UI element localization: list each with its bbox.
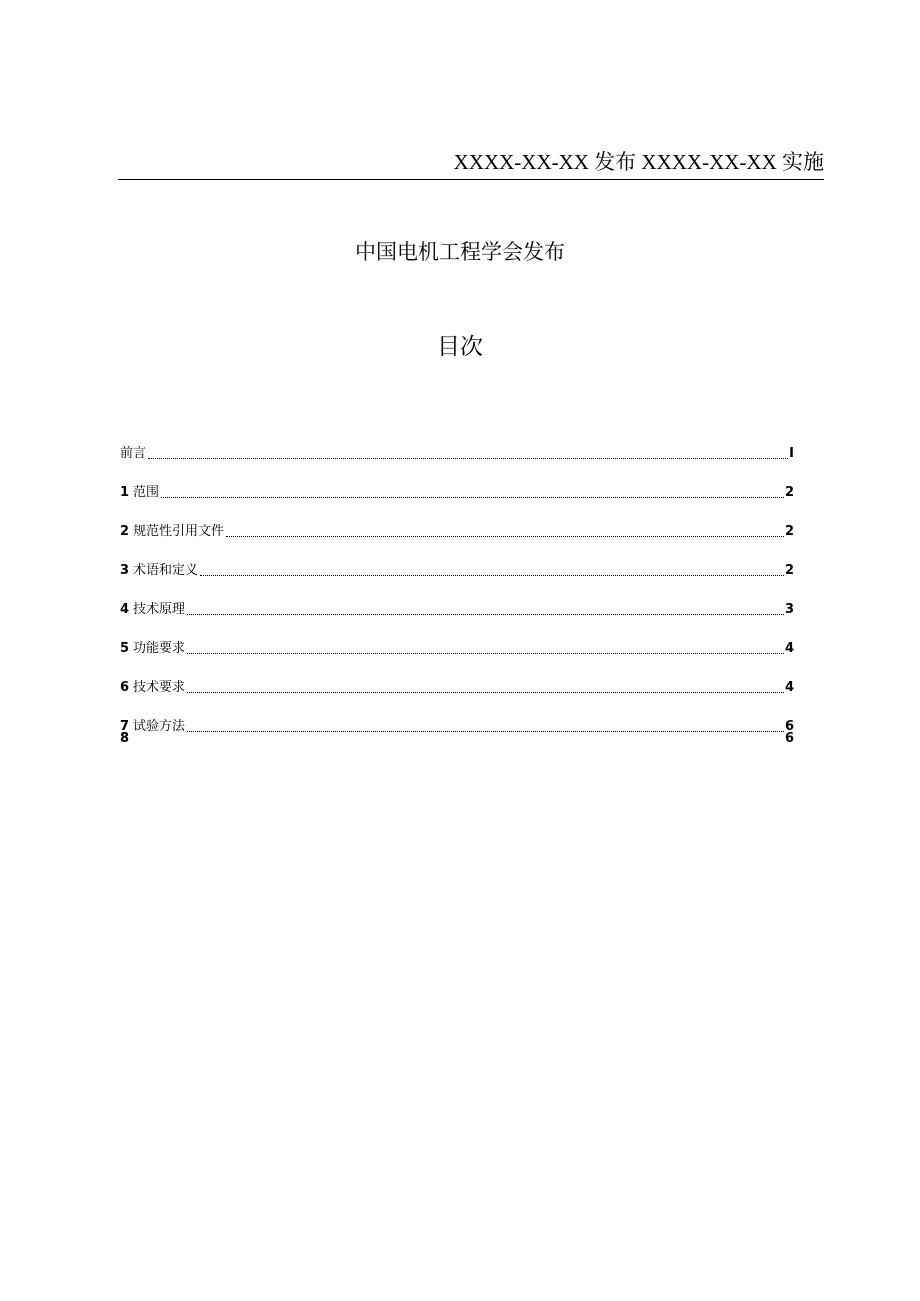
toc-dot-leader <box>148 458 788 459</box>
toc-entry-number: 8 <box>120 731 130 746</box>
toc-entry-technical-principle[interactable] <box>120 580 794 619</box>
toc-entry-number: 7 <box>120 719 130 734</box>
toc-entry-page: 4 <box>784 641 794 656</box>
toc-entry-page: 6 <box>784 731 794 746</box>
toc-entry-functional-requirements[interactable] <box>120 619 794 658</box>
publisher-line: 中国电机工程学会发布 <box>355 240 565 264</box>
toc-entry-number: 1 <box>120 485 130 500</box>
toc-entry-page: 2 <box>784 524 794 539</box>
toc-entry-label: 技术要求 <box>133 680 186 695</box>
publish-implement-dates: XXXX-XX-XX 发布 XXXX-XX-XX 实施 <box>453 150 824 174</box>
toc-entry-technical-requirements[interactable] <box>120 658 794 697</box>
toc-entry-number: 2 <box>120 524 130 539</box>
toc-entry-normative-references[interactable] <box>120 502 794 541</box>
toc-entry-page: 3 <box>784 602 794 617</box>
toc-entry-page: I <box>789 446 794 461</box>
toc-entry-number: 6 <box>120 680 130 695</box>
toc-entry-label: 术语和定义 <box>133 563 199 578</box>
toc-entry-label: 功能要求 <box>133 641 186 656</box>
toc-entry-label: 技术原理 <box>133 602 186 617</box>
toc-entry-page: 2 <box>784 563 794 578</box>
toc-dot-leader <box>187 614 784 615</box>
toc-dot-leader <box>187 653 784 654</box>
toc-entry-label: 规范性引用文件 <box>133 524 225 539</box>
toc-entry-label: 前言 <box>120 446 147 461</box>
toc-dot-leader <box>200 575 784 576</box>
toc-entry-number: 3 <box>120 563 130 578</box>
header-divider <box>118 179 824 180</box>
toc-dot-leader <box>226 536 784 537</box>
toc-entry-terms-definitions[interactable] <box>120 541 794 580</box>
toc-entry-label: 范围 <box>133 485 160 500</box>
toc-entry-number: 4 <box>120 602 130 617</box>
toc-entry-8[interactable] <box>120 730 794 748</box>
toc-dot-leader <box>161 497 784 498</box>
toc-entry-page: 4 <box>784 680 794 695</box>
toc-dot-leader <box>187 692 784 693</box>
toc-entry-label: 试验方法 <box>133 719 186 734</box>
toc-entry-scope[interactable] <box>120 463 794 502</box>
toc-entry-number: 5 <box>120 641 130 656</box>
toc-list <box>120 424 794 736</box>
toc-title: 目次 <box>437 334 483 360</box>
toc-entry-page: 2 <box>784 485 794 500</box>
toc-entry-foreword[interactable] <box>120 424 794 463</box>
toc-entry-page: 6 <box>784 719 794 734</box>
